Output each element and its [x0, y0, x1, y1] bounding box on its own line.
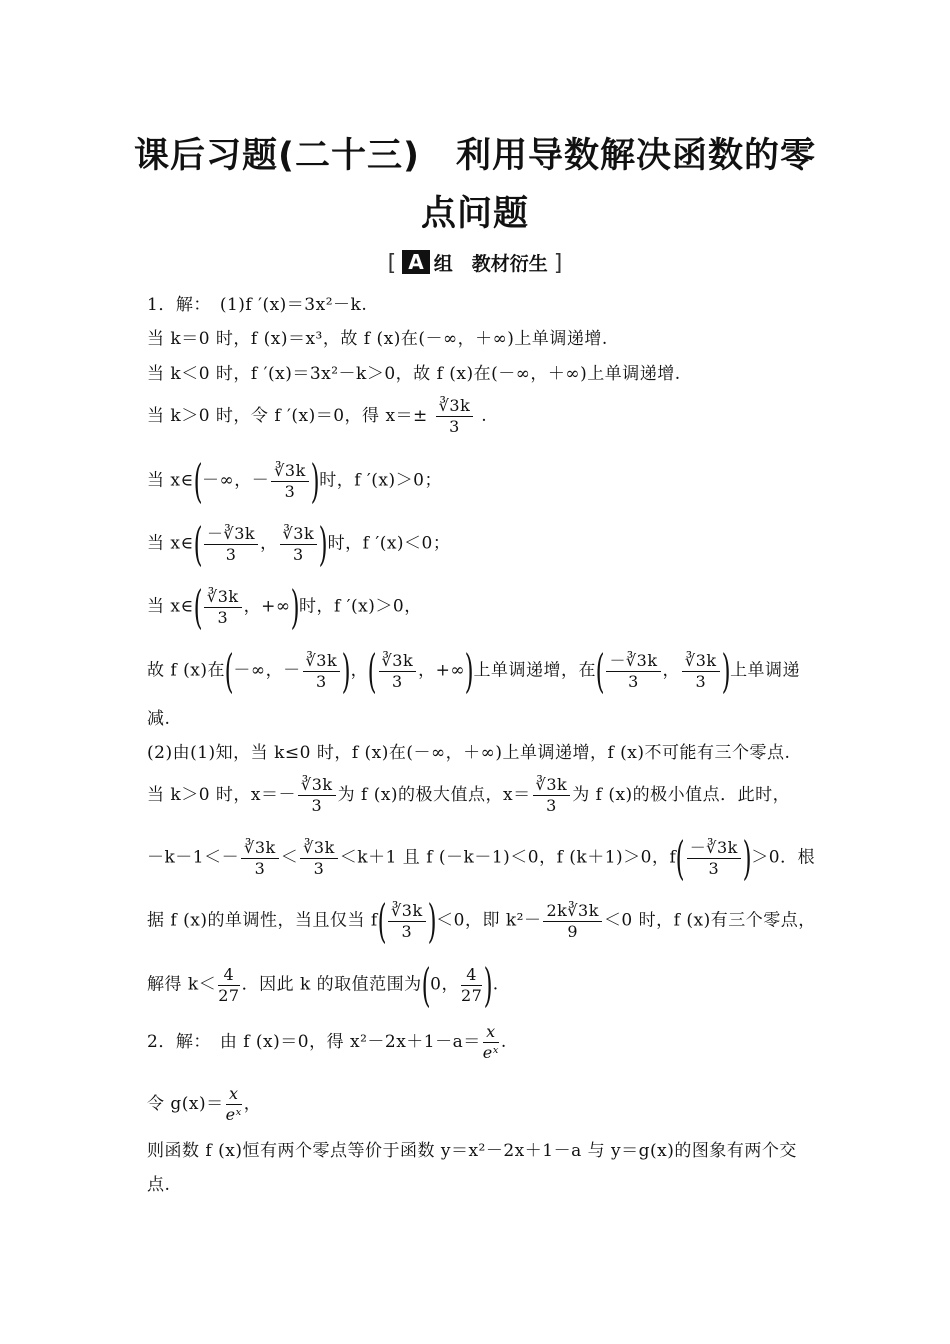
fraction	[303, 651, 341, 692]
text-span: 2．解： 由 f (x)＝0，得 x²－2x＋1－a＝	[147, 1032, 481, 1052]
fraction	[204, 524, 258, 565]
text-span: 当 x∈	[147, 533, 194, 554]
denominator: 3	[284, 481, 296, 501]
fraction	[280, 524, 318, 565]
text-span: 令 g(x)＝	[147, 1094, 224, 1114]
numerator: －∛3k	[606, 651, 660, 672]
numerator: ∛3k	[303, 651, 341, 672]
fraction	[436, 396, 474, 437]
text-span: 为 f (x)的极小值点．此时，	[572, 785, 791, 805]
text-span: ，	[243, 1094, 262, 1114]
group-label: 组 教材衍生	[433, 253, 548, 275]
text-line: 当 x∈( $\frac{-∛3k}{3}$ ， $\frac{∛3k}{3}$ )时，f ′(x)＜0；	[147, 517, 451, 571]
text-line: －k－1＜－ $\frac{∛3k}{3}$ ＜ $\frac{∛3k}{3}$ ＜k＋1 且 f (－k－1)＜0，f (k＋1)＞0，f( $\frac{-∛3k}{3}$ )＞0．根	[147, 831, 816, 885]
text-span: ．因此 k 的取值范围为	[241, 974, 422, 995]
numerator: －∛3k	[687, 838, 741, 859]
text-span: －k－1＜－	[147, 847, 240, 868]
fraction	[461, 965, 482, 1006]
fraction	[388, 901, 426, 942]
math-text: +∞	[261, 596, 291, 617]
text-line	[147, 775, 790, 816]
text-line: 则函数 f (x)恒有两个零点等价于函数 y＝x²－2x＋1－a 与 y＝g(x)的图象有两个交	[147, 1141, 797, 1161]
numerator: 2k∛3k	[543, 901, 601, 922]
text-span: 上单调递增，在	[473, 660, 596, 681]
math-text: －∞	[202, 470, 235, 491]
text-span: 时，f ′(x)＜0；	[327, 533, 451, 554]
text-line: 据 f (x)的单调性，当且仅当 f( $\frac{∛3k}{3}$ )＜0，即 k²－ $\frac{2k∛3k}{9}$ ＜0 时，f (x)有三个零点，	[147, 894, 816, 948]
numerator: x	[483, 1022, 499, 1043]
text-line: 点.	[147, 1175, 171, 1195]
text-span: ，	[350, 660, 369, 681]
text-span: 当 x∈	[147, 470, 194, 491]
numerator: ∛3k	[682, 651, 720, 672]
denominator: 3	[225, 544, 237, 564]
fraction	[241, 838, 279, 879]
denominator: 27	[460, 985, 483, 1005]
fraction	[533, 775, 571, 816]
denominator: 3	[449, 417, 460, 436]
fraction	[606, 651, 660, 692]
numerator: x	[226, 1084, 242, 1105]
text-span: .	[500, 1032, 507, 1052]
denominator: 3	[313, 858, 325, 878]
text-line: 当 x∈(－∞，－ $\frac{∛3k}{3}$ )时，f ′(x)＞0；	[147, 454, 442, 508]
fraction	[687, 838, 741, 879]
math-text: ，	[441, 974, 459, 995]
text-span: 据 f (x)的单调性，当且仅当 f	[147, 910, 378, 931]
math-text: ，	[265, 660, 284, 681]
fraction	[300, 838, 338, 879]
math-text: ，	[243, 596, 262, 617]
text-line	[147, 1022, 507, 1063]
text-span: 当 x∈	[147, 596, 194, 617]
text-span: 时，f ′(x)＞0；	[319, 470, 442, 491]
text-span: 故 f (x)在	[147, 660, 225, 681]
math-text: 0	[430, 974, 442, 995]
text-span: ＜	[280, 847, 299, 868]
fraction	[682, 651, 720, 692]
text-span: 解得 k＜	[147, 974, 217, 995]
page-title-line-2: 点问题	[420, 194, 529, 234]
text-line: 当 x∈( $\frac{∛3k}{3}$ ，+∞)时，f ′(x)＞0，	[147, 580, 422, 634]
fraction	[226, 1084, 242, 1125]
numerator: ∛3k	[436, 396, 474, 417]
denominator: 3	[401, 921, 413, 941]
group-badge: A	[402, 250, 429, 274]
numerator: ∛3k	[379, 651, 417, 672]
numerator: ∛3k	[298, 775, 336, 796]
text-line: 解得 k＜ $\frac{4}{27}$ ．因此 k 的取值范围为(0， $\frac{4}{27}$ ).	[147, 958, 499, 1012]
text-span: .	[492, 974, 499, 995]
denominator: 3	[628, 671, 639, 691]
numerator: ∛3k	[271, 461, 309, 482]
text-line: 当 k＜0 时，f ′(x)＝3x²－k＞0，故 f (x)在(－∞，＋∞)上单调递增.	[147, 364, 681, 384]
section-group-header: [ A 组 教材衍生 ]	[387, 250, 563, 276]
text-line	[147, 1084, 261, 1125]
page-title-line-1: 课后习题(二十三) 利用导数解决函数的零	[134, 136, 816, 176]
denominator: 27	[218, 985, 240, 1005]
text-span: ＜0，即 k²－	[436, 910, 542, 931]
text-line	[147, 396, 487, 437]
denominator: 3	[708, 858, 720, 878]
math-text: －∞	[233, 660, 266, 681]
numerator: ∛3k	[533, 775, 571, 796]
text-span: ＜k＋1 且 f (－k－1)＜0，f (k＋1)＞0，f	[339, 847, 677, 868]
text-line: 故 f (x)在(－∞，－ $\frac{∛3k}{3}$ )，( $\frac{∛3k}{3}$ ，+∞)上单调递增，在( $\frac{-∛3k}{3}$ ， $\frac{∛3k}{3}$ )上单调递	[147, 644, 801, 698]
denominator: 3	[695, 671, 707, 691]
numerator: ∛3k	[280, 524, 318, 545]
math-text: ，	[662, 660, 681, 681]
text-line: 减.	[147, 709, 171, 729]
fraction	[204, 587, 242, 628]
numerator: ∛3k	[204, 587, 242, 608]
numerator: －∛3k	[204, 524, 258, 545]
denominator: 3	[217, 607, 229, 627]
text-line: (2)由(1)知，当 k≤0 时，f (x)在(－∞，＋∞)上单调递增，f (x)不可能有三个零点.	[147, 743, 791, 763]
text-span: ＜0 时，f (x)有三个零点，	[603, 910, 816, 931]
denominator: 3	[293, 544, 304, 564]
text-span: ＞0．根	[751, 847, 816, 868]
denominator: 9	[567, 921, 579, 941]
text-span: 当 k＞0 时，令 f ′(x)＝0，得 x＝±	[147, 406, 428, 426]
text-line: 当 k＝0 时，f (x)＝x³，故 f (x)在(－∞，＋∞)上单调递增.	[147, 329, 608, 349]
text-span: .	[481, 406, 488, 426]
text-span: 为 f (x)的极大值点，x＝	[337, 785, 531, 805]
math-text: ，	[260, 533, 278, 554]
numerator: ∛3k	[388, 901, 426, 922]
math-text: ，	[234, 470, 252, 491]
math-text: ，	[418, 660, 436, 681]
fraction	[218, 965, 239, 1006]
denominator: 3	[311, 796, 323, 815]
numerator: 4	[218, 965, 239, 986]
denominator: 3	[254, 858, 266, 878]
numerator: ∛3k	[300, 838, 338, 859]
numerator: 4	[461, 965, 482, 986]
denominator: eˣ	[225, 1105, 242, 1124]
math-text: +∞	[435, 660, 466, 681]
text-line: 1．解： (1)f ′(x)＝3x²－k.	[147, 295, 368, 315]
denominator: eˣ	[482, 1043, 499, 1062]
fraction	[271, 461, 309, 502]
fraction	[379, 651, 417, 692]
text-span: 上单调递	[730, 660, 801, 681]
denominator: 3	[392, 671, 403, 691]
fraction	[543, 901, 601, 942]
text-span: 时，f ′(x)＞0，	[298, 596, 422, 617]
fraction	[298, 775, 336, 816]
numerator: ∛3k	[241, 838, 279, 859]
text-span: 当 k＞0 时，x＝－	[147, 785, 297, 805]
denominator: 3	[316, 671, 327, 691]
fraction	[483, 1022, 499, 1063]
denominator: 3	[546, 796, 557, 815]
